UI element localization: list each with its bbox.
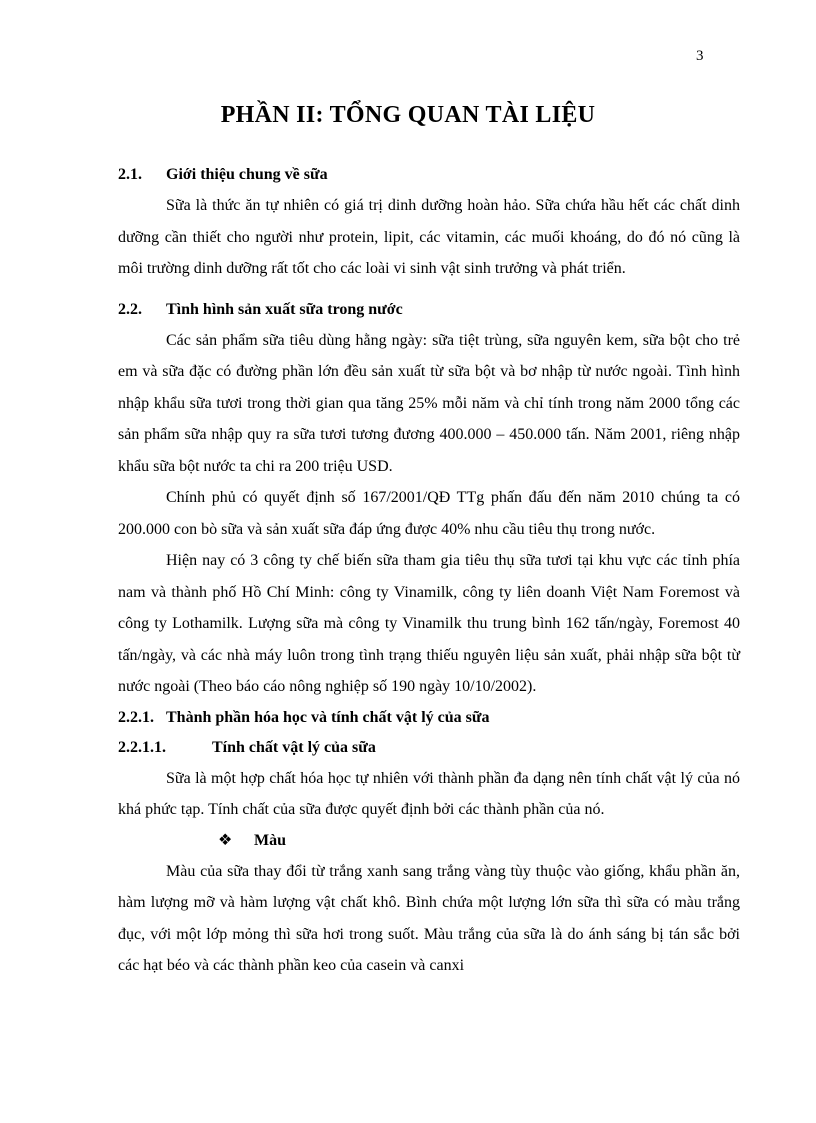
section-heading-2-2-1 [118, 703, 740, 733]
section-title: Tình hình sản xuất sữa trong nước [166, 300, 403, 318]
section-heading-2-2-1-1 [118, 733, 740, 763]
bullet-heading-mau [118, 826, 740, 856]
paragraph: Hiện nay có 3 công ty chế biến sữa tham gia tiêu thụ sữa tươi tại khu vực các tỉnh phía nam và thành phố Hồ Chí Minh: công ty Vinamilk, công ty liên doanh Việt Nam Foremost và công ty Lothamilk. Lượng sữa mà công ty Vinamilk thu trung bình 162 tấn/ngày, Foremost 40 tấn/ngày, và các nhà máy luôn trong tình trạng thiếu nguyên liệu sản xuất, phải nhập sữa bột từ nước ngoài (Theo báo cáo nông nghiệp số 190 ngày 10/10/2002). [118, 552, 740, 695]
paragraph: Sữa là thức ăn tự nhiên có giá trị dinh dưỡng hoàn hảo. Sữa chứa hầu hết các chất dinh dưỡng cần thiết cho người như protein, lipit, các vitamin, các muối khoáng, do đó nó cũng là môi trường dinh dưỡng rất tốt cho các loài vi sinh vật sinh trưởng và phát triển. [118, 197, 740, 277]
section-heading-2-1 [118, 160, 740, 190]
section-title: Giới thiệu chung về sữa [166, 166, 328, 183]
section-title: Tính chất vật lý của sữa [212, 738, 376, 756]
diamond-bullet-icon: ❖ [218, 831, 233, 849]
paragraph: Sữa là một hợp chất hóa học tự nhiên với thành phần đa dạng nên tính chất vật lý của nó khá phức tạp. Tính chất của sữa được quyết định bởi các thành phần của nó. [118, 769, 740, 818]
section-number: 2.2.1.1. [118, 738, 166, 756]
paragraph: Màu của sữa thay đổi từ trắng xanh sang trắng vàng tùy thuộc vào giống, khẩu phần ăn, hàm lượng mỡ và hàm lượng vật chất khô. Bình chứa một lượng lớn sữa thì sữa có màu trắng đục, với một lớp mỏng thì sữa hơi trong suốt. Màu trắng của sữa là do ánh sáng bị tán sắc bởi các hạt béo và các thành phần keo của casein và canxi [118, 862, 740, 974]
section-heading-2-2 [118, 295, 740, 325]
paragraph: Các sản phẩm sữa tiêu dùng hằng ngày: sữa tiệt trùng, sữa nguyên kem, sữa bột cho trẻ em và sữa đặc có đường phần lớn đều sản xuất từ sữa bột và bơ nhập từ nước ngoài. Tình hình nhập khẩu sữa tươi trong thời gian qua tăng 25% mỗi năm và chỉ tính trong năm 2000 tổng các sản phẩm sữa nhập quy ra sữa tươi tương đương 400.000 – 450.000 tấn. Năm 2001, riêng nhập khẩu sữa bột nước ta chi ra 200 triệu USD. [118, 331, 740, 475]
section-title: Thành phần hóa học và tính chất vật lý của sữa [166, 708, 490, 726]
page-number: 3 [696, 48, 704, 64]
paragraph: Chính phủ có quyết định số 167/2001/QĐ TTg phấn đấu đến năm 2010 chúng ta có 200.000 con bò sữa và sản xuất sữa đáp ứng được 40% nhu cầu tiêu thụ trong nước. [118, 489, 740, 538]
page-title: PHẦN II: TỔNG QUAN TÀI LIỆU [220, 102, 596, 128]
section-number: 2.2.1. [118, 708, 154, 726]
section-number: 2.2. [118, 300, 142, 318]
section-number: 2.1. [118, 166, 142, 183]
bullet-label: Màu [254, 831, 286, 849]
document-body [118, 160, 740, 982]
